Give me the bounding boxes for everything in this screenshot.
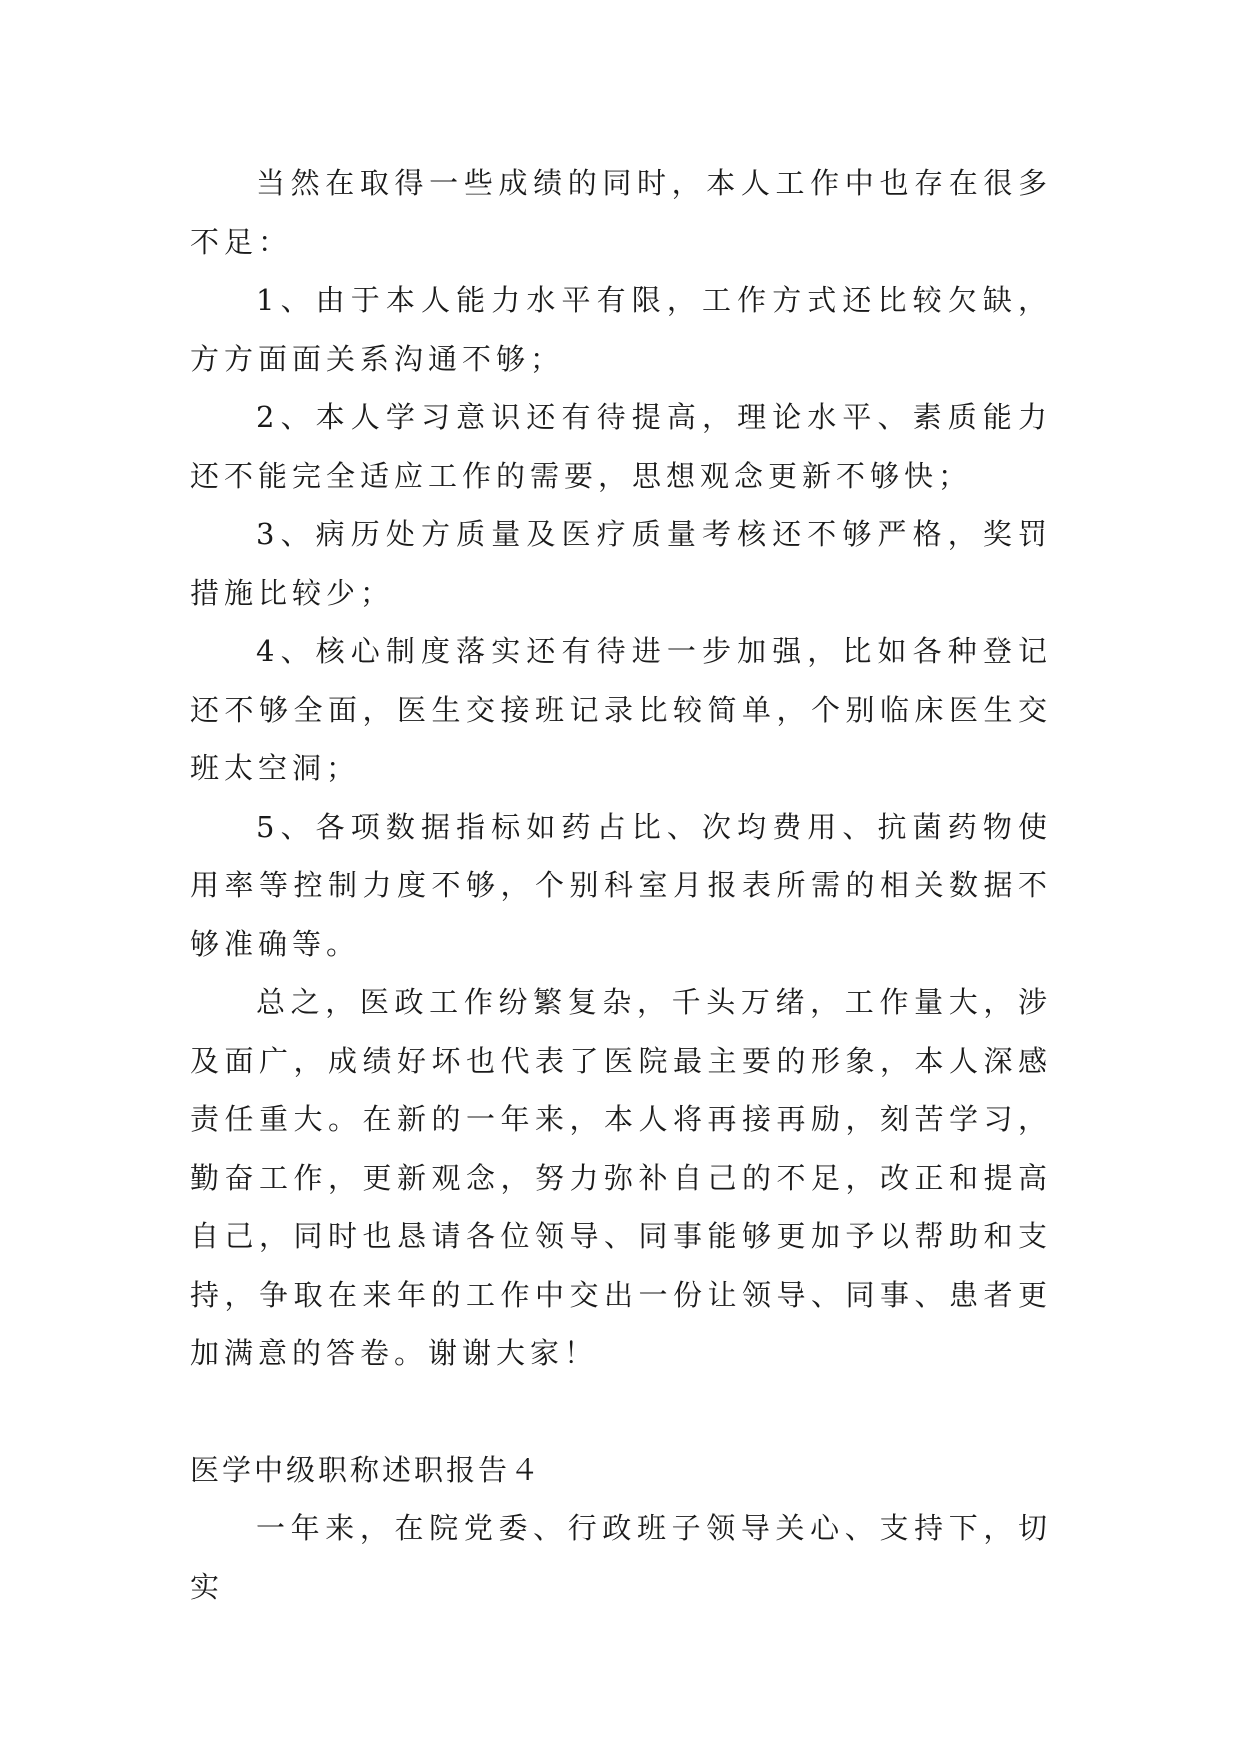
list-item-3: 3、病历处方质量及医疗质量考核还不够严格，奖罚措施比较少； bbox=[190, 517, 1052, 610]
paragraph-summary: 总之，医政工作纷繁复杂，千头万绪，工作量大，涉及面广，成绩好坏也代表了医院最主要的形象，本人深感责任重大。在新的一年来，本人将再接再励，刻苦学习，勤奋工作，更新观念，努力弥补自己的不足，改正和提高自己，同时也恳请各位领导、同事能够更加予以帮助和支持，争取在来年的工作中交出一份让领导、同事、患者更加满意的答卷。谢谢大家！ bbox=[190, 985, 1052, 1370]
document-body bbox=[190, 154, 1052, 1616]
list-item-5: 5、各项数据指标如药占比、次均费用、抗菌药物使用率等控制力度不够，个别科室月报表所需的相关数据不够准确等。 bbox=[190, 809, 1052, 961]
list-item-2: 2、本人学习意识还有待提高，理论水平、素质能力还不能完全适应工作的需要，思想观念更新不够快； bbox=[190, 400, 1052, 493]
list-item-1: 1、由于本人能力水平有限，工作方式还比较欠缺，方方面面关系沟通不够； bbox=[190, 283, 1052, 376]
section-heading: 医学中级职称述职报告４ bbox=[190, 1452, 543, 1487]
paragraph-intro: 当然在取得一些成绩的同时，本人工作中也存在很多不足： bbox=[190, 166, 1052, 259]
paragraph-next-section: 一年来，在院党委、行政班子领导关心、支持下，切实 bbox=[190, 1511, 1052, 1604]
list-item-4: 4、核心制度落实还有待进一步加强，比如各种登记还不够全面，医生交接班记录比较简单，个别临床医生交班太空洞； bbox=[190, 634, 1052, 785]
